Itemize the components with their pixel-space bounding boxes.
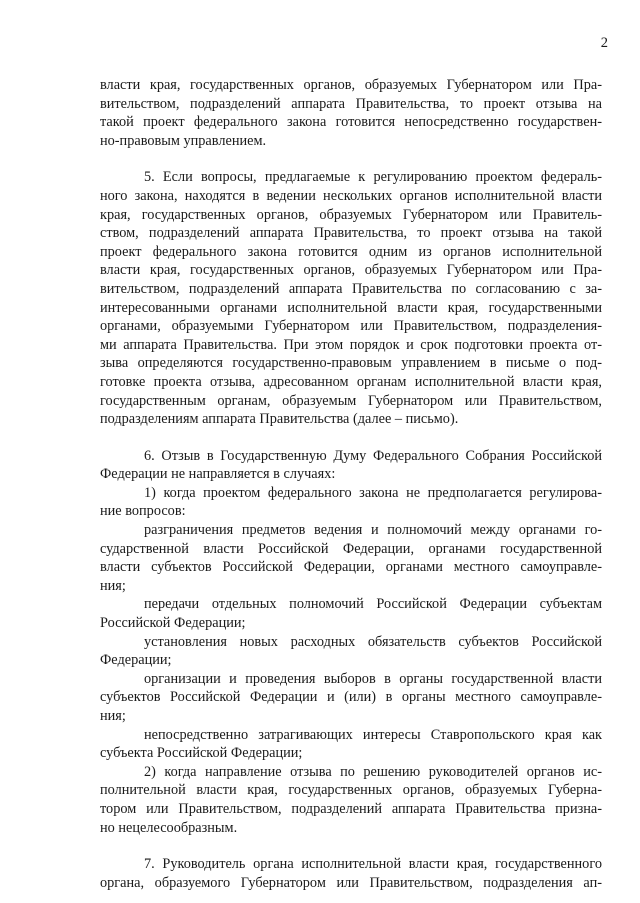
text-line: 6. Отзыв в Государственную Думу Федерального Собрания Российской — [144, 447, 602, 464]
text-line: разграничения предметов ведения и полномочий между органами го- — [144, 522, 602, 539]
text-line: 5. Если вопросы, предлагаемые к регулированию проектом федераль- — [144, 169, 602, 186]
text-line: власти края, государственных органов, образуемых Губернатором или Пра- — [100, 77, 602, 93]
text-line: органами, образуемыми Губернатором или Правительством, подразделения- — [100, 318, 602, 335]
document-body — [100, 76, 602, 892]
text-line: зыва определяются государственно-правовым управлением в письме о под- — [100, 355, 602, 372]
text-line: интересованными органами исполнительной власти края, государственными — [100, 299, 602, 316]
text-line: ние вопросов: — [100, 503, 186, 520]
text-line: проект федерального закона готовится одним из органов исполнительной — [100, 243, 602, 260]
text-line: тором или Правительством, подразделений аппарата Правительства призна- — [100, 800, 602, 817]
text-line: но-правовым управлением. — [100, 132, 267, 149]
paragraph-p5 — [100, 168, 602, 428]
text-line: ния; — [100, 708, 126, 724]
text-line: края, государственных органов, образуемых Губернатором или Правитель- — [100, 206, 602, 223]
text-line: государственным органам, образуемым Губернатором или Правительством, — [100, 392, 602, 409]
page-number: 2 — [600, 35, 608, 51]
text-line: 2) когда направление отзыва по решению руководителей органов ис- — [144, 763, 602, 780]
text-line: сударственной власти Российской Федерации, органами государственной — [100, 540, 602, 557]
paragraph-p7 — [100, 855, 602, 892]
text-line: такой проект федерального закона готовится непосредственно государствен- — [100, 114, 602, 131]
text-line: готовке проекта отзыва, адресованном органам исполнительной власти края, — [100, 373, 602, 390]
text-line: организации и проведения выборов в органы государственной власти — [144, 670, 602, 687]
text-line: установления новых расходных обязательств субъектов Российской — [144, 633, 602, 650]
text-line: ния; — [100, 577, 126, 594]
text-line: власти края, государственных органов, образуемых Губернатором или Пра- — [100, 262, 602, 279]
text-line: ного закона, находятся в ведении нескольких органов исполнительной власти — [100, 187, 602, 204]
text-line: Российской Федерации; — [100, 615, 246, 632]
paragraph-cont — [100, 76, 602, 150]
text-line: власти субъектов Российской Федерации, органами местного самоуправле- — [100, 559, 602, 576]
text-line: Федерации; — [100, 652, 172, 669]
text-line: передачи отдельных полномочий Российской Федерации субъектам — [144, 596, 602, 613]
paragraph-gap — [100, 837, 602, 855]
text-line: субъекта Российской Федерации; — [100, 745, 303, 762]
paragraph-gap — [100, 429, 602, 447]
text-line: 1) когда проектом федерального закона не предполагается регулирова- — [144, 484, 602, 501]
text-line: 7. Руководитель органа исполнительной власти края, государственного — [144, 856, 602, 873]
text-line: подразделениям аппарата Правительства (далее – письмо). — [100, 411, 459, 428]
text-line: вительством, подразделений аппарата Правительства по согласованию с за- — [100, 280, 602, 297]
paragraph-p6 — [100, 447, 602, 837]
text-line: субъектов Российской Федерации и (или) в органы местного самоуправле- — [100, 689, 602, 706]
text-line: ми аппарата Правительства. При этом порядок и срок подготовки проекта от- — [100, 336, 602, 353]
text-line: органа, образуемого Губернатором или Правительством, подразделения ап- — [100, 874, 602, 891]
text-line: непосредственно затрагивающих интересы Ставропольского края как — [144, 726, 602, 743]
text-line: Федерации не направляется в случаях: — [100, 466, 336, 483]
text-line: ством, подразделений аппарата Правительства, то проект отзыва на такой — [100, 225, 602, 242]
text-line: полнительной власти края, государственных органов, образуемых Губерна- — [100, 782, 602, 799]
paragraph-gap — [100, 150, 602, 168]
text-line: вительством, подразделений аппарата Правительства, то проект отзыва на — [100, 95, 602, 112]
text-line: но нецелесообразным. — [100, 819, 238, 836]
